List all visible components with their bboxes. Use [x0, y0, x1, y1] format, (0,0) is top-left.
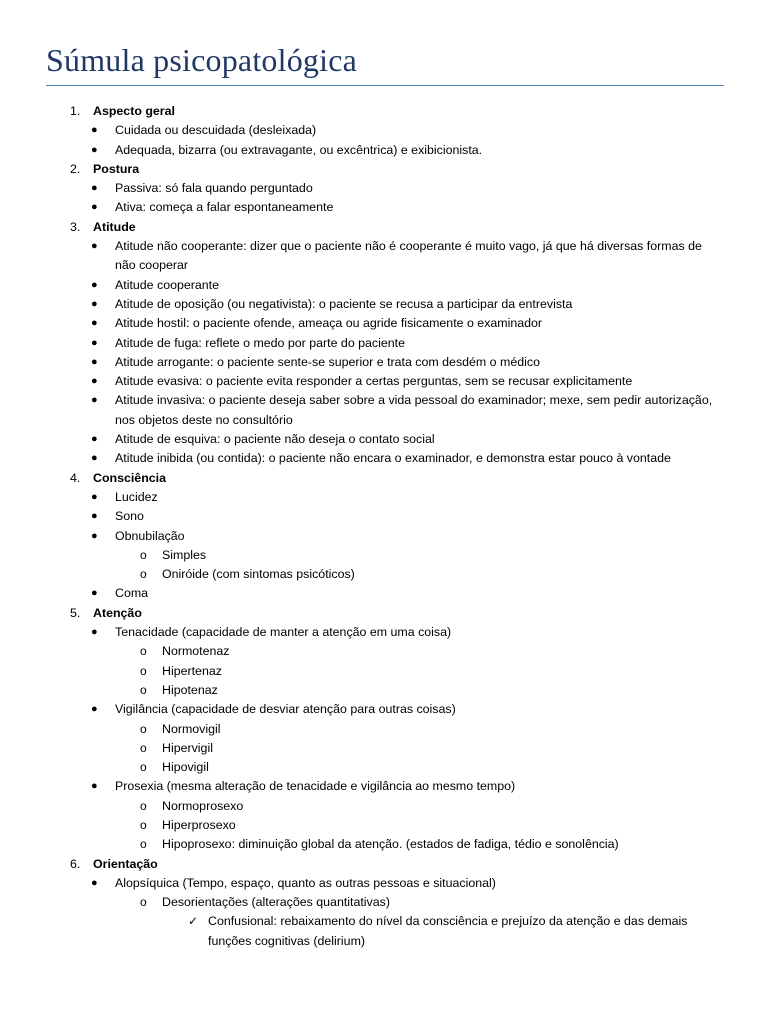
bullet-icon: ●	[91, 490, 98, 503]
checkmark-icon: ✓	[188, 914, 199, 929]
section-title: Postura	[93, 161, 140, 176]
sub-list-item	[0, 546, 768, 565]
circle-bullet-icon: o	[140, 740, 147, 755]
sub-list-item	[0, 739, 768, 758]
list-item-text: Atitude invasiva: o paciente deseja saber sobre a vida pessoal do examinador; mexe, sem pedir autorização, nos objetos deste no consultório	[115, 393, 713, 427]
list-item-text: Atitude de esquiva: o paciente não deseja o contato social	[115, 432, 435, 447]
section-heading	[0, 102, 768, 121]
list-item-text: Atitude não cooperante: dizer que o paciente não é cooperante é muito vago, já que há diversas formas de não cooperar	[115, 239, 702, 273]
list-item	[0, 874, 768, 893]
section-heading	[0, 604, 768, 623]
list-item	[0, 372, 768, 391]
list-item	[0, 488, 768, 507]
bullet-icon: ●	[91, 297, 98, 310]
list-item	[0, 179, 768, 198]
bullet-icon: ●	[91, 336, 98, 349]
circle-bullet-icon: o	[140, 721, 147, 736]
circle-bullet-icon: o	[140, 760, 147, 775]
sub-list-item-text: Hipertenaz	[162, 663, 222, 678]
list-item-text: Alopsíquica (Tempo, espaço, quanto as outras pessoas e situacional)	[115, 875, 496, 890]
section-title: Consciência	[93, 470, 166, 485]
bullet-icon: ●	[91, 375, 98, 388]
section-title: Orientação	[93, 856, 158, 871]
bullet-icon: ●	[91, 452, 98, 465]
bullet-icon: ●	[91, 703, 98, 716]
list-item	[0, 700, 768, 719]
sub-list-item	[0, 797, 768, 816]
sub-sub-list-item	[0, 912, 768, 951]
list-item-text: Cuidada ou descuidada (desleixada)	[115, 123, 317, 138]
sub-list-item-text: Oniróide (com sintomas psicóticos)	[162, 567, 355, 582]
list-item	[0, 623, 768, 642]
circle-bullet-icon: o	[140, 798, 147, 813]
sub-list-item	[0, 893, 768, 912]
bullet-icon: ●	[91, 182, 98, 195]
list-item	[0, 353, 768, 372]
section-number: 1.	[70, 104, 81, 118]
list-item	[0, 527, 768, 546]
circle-bullet-icon: o	[140, 663, 147, 678]
sub-list-item-text: Desorientações (alterações quantitativas)	[162, 895, 390, 910]
list-item-text: Atitude cooperante	[115, 277, 220, 292]
list-item-text: Vigilância (capacidade de desviar atenção para outras coisas)	[115, 702, 456, 717]
sub-list-item	[0, 565, 768, 584]
list-item-text: Atitude hostil: o paciente ofende, ameaça ou agride fisicamente o examinador	[115, 316, 543, 331]
section-heading	[0, 218, 768, 237]
circle-bullet-icon: o	[140, 682, 147, 697]
section-heading	[0, 160, 768, 179]
sub-list-item-text: Normotenaz	[162, 644, 230, 659]
bullet-icon: ●	[91, 317, 98, 330]
sub-list-item	[0, 720, 768, 739]
circle-bullet-icon: o	[140, 817, 147, 832]
list-item-text: Atitude arrogante: o paciente sente-se superior e trata com desdém o médico	[115, 354, 540, 369]
list-item-text: Tenacidade (capacidade de manter a atenção em uma coisa)	[115, 625, 452, 640]
list-item	[0, 121, 768, 140]
sub-list-item-text: Hipovigil	[162, 760, 209, 775]
list-item	[0, 430, 768, 449]
list-item	[0, 295, 768, 314]
bullet-icon: ●	[91, 626, 98, 639]
list-item	[0, 449, 768, 468]
list-item	[0, 507, 768, 526]
section-number: 4.	[70, 470, 81, 485]
list-item-text: Atitude de fuga: reflete o medo por parte do paciente	[115, 335, 406, 350]
section-title: Aspecto geral	[93, 104, 175, 118]
sub-list-item	[0, 681, 768, 700]
list-item	[0, 198, 768, 217]
bullet-icon: ●	[91, 143, 98, 156]
section-heading	[0, 469, 768, 488]
list-item	[0, 314, 768, 333]
sub-list-item-text: Hipoprosexo: diminuição global da atenção. (estados de fadiga, tédio e sonolência)	[162, 837, 619, 852]
list-item-text: Passiva: só fala quando perguntado	[115, 181, 313, 196]
bullet-icon: ●	[91, 278, 98, 291]
sub-list-item-text: Simples	[162, 547, 207, 562]
sub-list-item	[0, 662, 768, 681]
list-item	[0, 334, 768, 353]
bullet-icon: ●	[91, 587, 98, 600]
sub-sub-list-item-text: Confusional: rebaixamento do nível da consciência e prejuízo da atenção e das demais funções cognitivas (delirium)	[208, 914, 688, 948]
circle-bullet-icon: o	[140, 837, 147, 852]
list-item-text: Atitude inibida (ou contida): o paciente não encara o examinador, e demonstra estar pouco à vontade	[115, 451, 671, 466]
list-item-text: Prosexia (mesma alteração de tenacidade e vigilância ao mesmo tempo)	[115, 779, 516, 794]
bullet-icon: ●	[91, 201, 98, 214]
sub-list-item	[0, 758, 768, 777]
bullet-icon: ●	[91, 240, 98, 253]
list-item-text: Atitude de oposição (ou negativista): o paciente se recusa a participar da entrevista	[115, 296, 573, 311]
section-title: Atenção	[93, 605, 142, 620]
list-item	[0, 141, 768, 160]
section-number: 2.	[70, 161, 81, 176]
list-item	[0, 584, 768, 603]
list-item-text: Ativa: começa a falar espontaneamente	[115, 200, 334, 215]
document-title: Súmula psicopatológica	[46, 42, 358, 78]
sub-list-item	[0, 835, 768, 854]
sub-list-item-text: Hipotenaz	[162, 682, 218, 697]
list-item-text: Coma	[115, 586, 149, 601]
list-item-text: Obnubilação	[115, 528, 185, 543]
list-item-text: Sono	[115, 509, 144, 524]
list-item-text: Atitude evasiva: o paciente evita responder a certas perguntas, sem se recusar explicitamente	[115, 374, 633, 389]
section-title: Atitude	[93, 219, 136, 234]
bullet-icon: ●	[91, 510, 98, 523]
list-item	[0, 391, 768, 430]
sub-list-item-text: Normovigil	[162, 721, 221, 736]
sub-list-item-text: Hiperprosexo	[162, 817, 236, 832]
list-item-text: Adequada, bizarra (ou extravagante, ou excêntrica) e exibicionista.	[115, 142, 483, 157]
sub-list-item	[0, 816, 768, 835]
section-number: 5.	[70, 605, 81, 620]
section-heading	[0, 855, 768, 874]
list-item-text: Lucidez	[115, 489, 158, 504]
sub-list-item-text: Normoprosexo	[162, 798, 244, 813]
bullet-icon: ●	[91, 876, 98, 889]
outline-list	[0, 102, 768, 951]
bullet-icon: ●	[91, 433, 98, 446]
bullet-icon: ●	[91, 355, 98, 368]
circle-bullet-icon: o	[140, 895, 147, 910]
bullet-icon: ●	[91, 780, 98, 793]
list-item	[0, 237, 768, 276]
section-number: 6.	[70, 856, 81, 871]
section-number: 3.	[70, 219, 81, 234]
circle-bullet-icon: o	[140, 547, 147, 562]
sub-list-item	[0, 642, 768, 661]
list-item	[0, 777, 768, 796]
bullet-icon: ●	[91, 529, 98, 542]
list-item	[0, 276, 768, 295]
circle-bullet-icon: o	[140, 567, 147, 582]
bullet-icon: ●	[91, 394, 98, 407]
circle-bullet-icon: o	[140, 644, 147, 659]
sub-list-item-text: Hipervigil	[162, 740, 213, 755]
title-underline	[46, 85, 724, 86]
bullet-icon: ●	[91, 124, 98, 137]
